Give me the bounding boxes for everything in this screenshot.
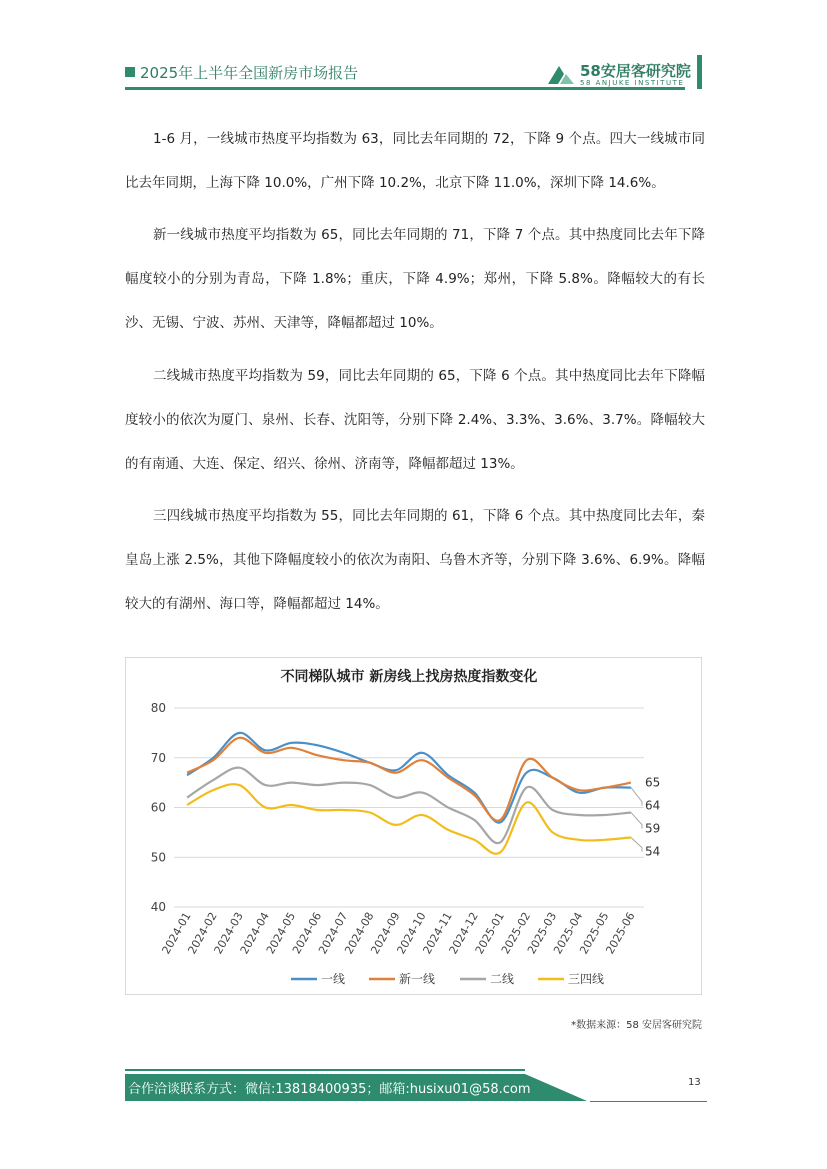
logo-sub-text: 58 ANJUKE INSTITUTE bbox=[580, 79, 685, 87]
end-label-1: 65 bbox=[644, 775, 661, 790]
x-tick-label: 2025-06 bbox=[603, 910, 638, 957]
x-tick-label: 2024-01 bbox=[159, 910, 194, 957]
x-tick-label: 2024-03 bbox=[211, 910, 246, 957]
y-tick-label: 40 bbox=[150, 900, 166, 914]
footer-base-line bbox=[590, 1101, 707, 1102]
x-tick-label: 2025-01 bbox=[472, 910, 507, 957]
logo-main-text: 58安居客研究院 bbox=[580, 62, 691, 80]
x-tick-label: 2025-02 bbox=[498, 910, 534, 957]
x-tick-label: 2024-12 bbox=[446, 910, 481, 957]
end-label-2: 59 bbox=[644, 821, 661, 836]
chart-canvas bbox=[126, 658, 703, 996]
institute-logo bbox=[546, 60, 691, 88]
y-tick-label: 60 bbox=[150, 800, 166, 815]
report-title: 2025年上半年全国新房市场报告 bbox=[140, 64, 359, 82]
paragraph-tier2: 二线城市热度平均指数为 59，同比去年同期的 65，下降 6 个点。其中热度同比去年下降幅度较小的依次为厦门、泉州、长春、沈阳等，分别下降 2.4%、3.3%、3.6%、3.7%。降幅较大的有南通、大连、保定、绍兴、徐州、济南等，降幅都超过 13%。 bbox=[125, 367, 705, 472]
header-side-bar bbox=[697, 55, 702, 89]
footer-divider bbox=[125, 1069, 525, 1071]
chart-title: 不同梯队城市 新房线上找房热度指数变化 bbox=[280, 669, 538, 685]
end-label-leader bbox=[631, 812, 642, 828]
legend-label-1: 新一线 bbox=[399, 972, 436, 986]
x-tick-label: 2025-05 bbox=[577, 910, 612, 957]
series-line-1 bbox=[187, 738, 631, 821]
page-number: 13 bbox=[688, 1077, 701, 1088]
logo-house-icon bbox=[546, 62, 576, 86]
data-source-note: *数据来源：58 安居客研究院 bbox=[571, 1020, 702, 1031]
end-label-leader bbox=[631, 788, 642, 806]
end-label-leader bbox=[631, 837, 642, 851]
x-tick-label: 2024-08 bbox=[342, 910, 377, 957]
y-tick-label: 80 bbox=[150, 701, 166, 715]
end-label-0: 64 bbox=[644, 798, 661, 813]
x-tick-label: 2025-04 bbox=[551, 910, 586, 957]
legend-label-2: 二线 bbox=[490, 972, 515, 986]
x-tick-label: 2025-03 bbox=[524, 910, 560, 957]
x-tick-label: 2024-07 bbox=[316, 910, 351, 957]
paragraph-tier3-4: 三四线城市热度平均指数为 55，同比去年同期的 61，下降 6 个点。其中热度同比去年，秦皇岛上涨 2.5%，其他下降幅度较小的依次为南阳、乌鲁木齐等，分别下降 3.6%、6.9%。降幅较大的有湖州、海口等，降幅都超过 14%。 bbox=[125, 507, 705, 612]
x-tick-label: 2024-05 bbox=[263, 910, 299, 957]
x-tick-label: 2024-11 bbox=[420, 910, 455, 957]
heat-index-chart bbox=[125, 657, 702, 995]
y-tick-label: 70 bbox=[150, 750, 166, 765]
paragraph-tier1: 1-6 月，一线城市热度平均指数为 63，同比去年同期的 72，下降 9 个点。四大一线城市同比去年同期，上海下降 10.0%，广州下降 10.2%，北京下降 11.0%，深圳下降 14.6%。 bbox=[125, 130, 705, 191]
paragraph-new-tier1: 新一线城市热度平均指数为 65，同比去年同期的 71，下降 7 个点。其中热度同比去年下降幅度较小的分别为青岛，下降 1.8%；重庆，下降 4.9%；郑州，下降 5.8%。降幅较大的有长沙、无锡、宁波、苏州、天津等，降幅都超过 10%。 bbox=[125, 226, 705, 331]
series-line-2 bbox=[187, 768, 631, 843]
end-label-3: 54 bbox=[644, 844, 661, 859]
legend-label-0: 一线 bbox=[321, 972, 346, 986]
x-tick-label: 2024-09 bbox=[368, 910, 403, 957]
contact-info: 合作洽谈联系方式：微信:13818400935；邮箱:husixu01@58.com bbox=[128, 1082, 531, 1097]
y-tick-label: 50 bbox=[150, 850, 166, 865]
x-tick-label: 2024-10 bbox=[394, 910, 429, 957]
x-tick-label: 2024-06 bbox=[289, 910, 325, 957]
header-marker bbox=[125, 67, 135, 77]
legend-label-3: 三四线 bbox=[568, 972, 605, 986]
x-tick-label: 2024-04 bbox=[237, 910, 272, 957]
x-tick-label: 2024-02 bbox=[185, 910, 220, 957]
